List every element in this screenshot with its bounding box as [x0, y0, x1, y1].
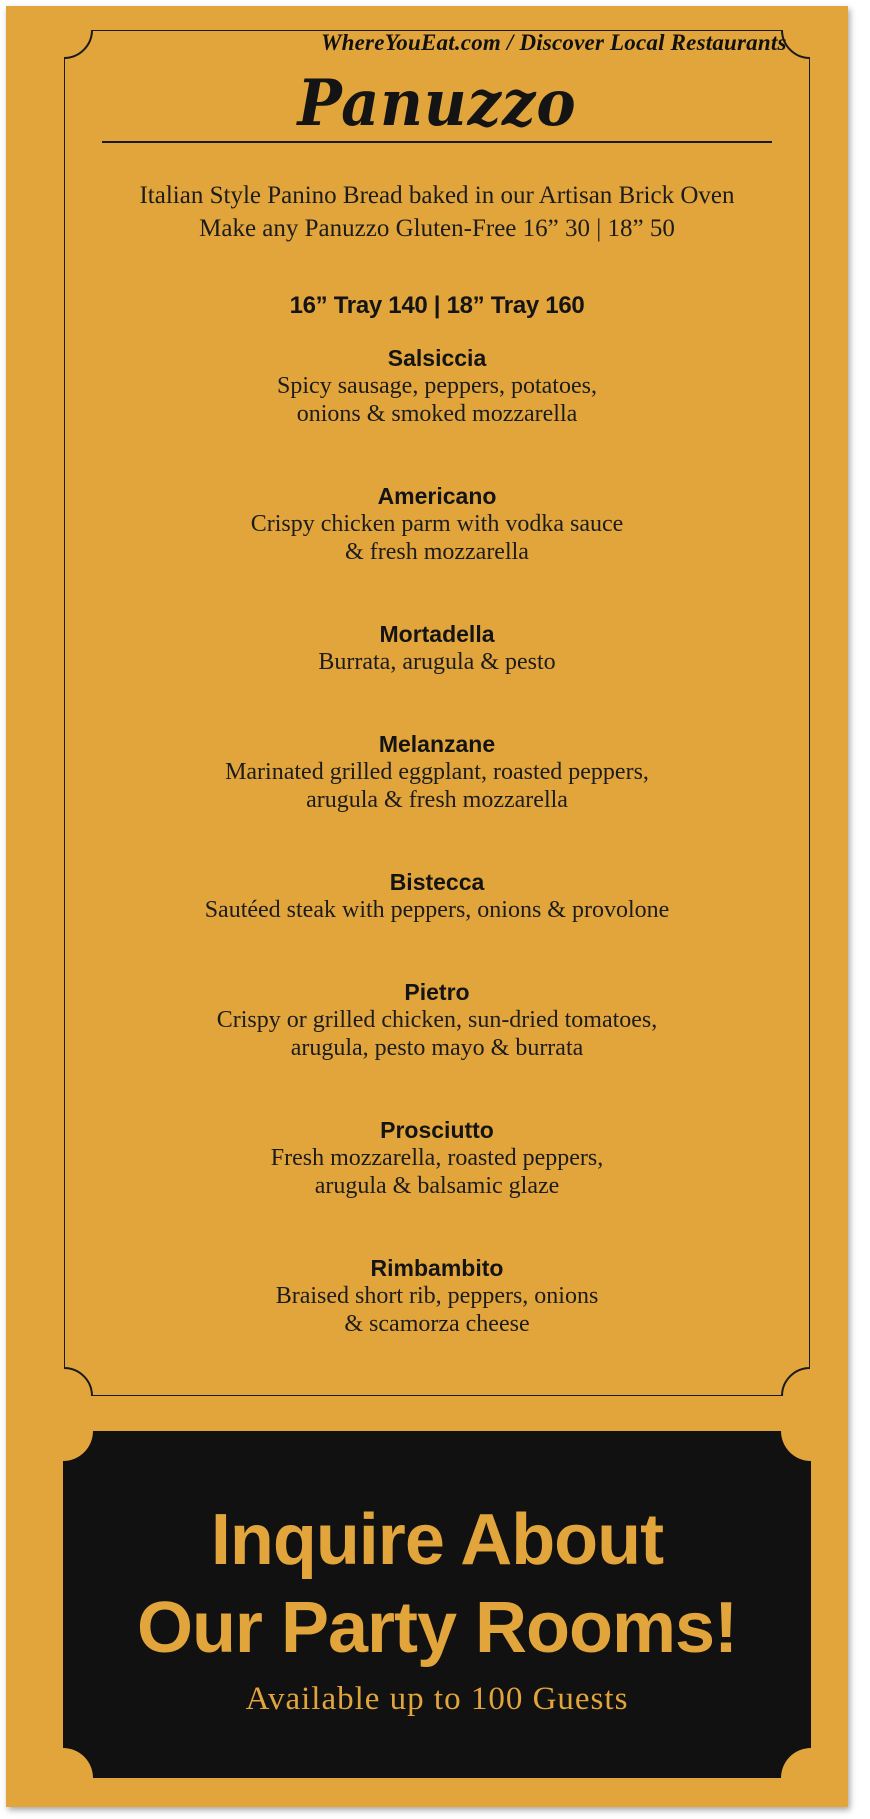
- banner-heading-line-1: Inquire About: [210, 1500, 664, 1580]
- menu-item-desc: arugula & balsamic glaze: [314, 1173, 560, 1199]
- menu-item-desc: & scamorza cheese: [344, 1311, 530, 1337]
- menu-border-frame: [64, 30, 810, 1396]
- tray-prices: 16” Tray 140 | 18” Tray 160: [289, 292, 585, 319]
- menu-item: [64, 978, 810, 1062]
- menu-item-name: Salsiccia: [387, 345, 487, 371]
- menu-item-desc: Crispy or grilled chicken, sun-dried tomatoes,: [216, 1007, 658, 1033]
- menu-item-desc: Marinated grilled eggplant, roasted peppers,: [225, 759, 649, 785]
- menu-item-desc: & fresh mozzarella: [345, 539, 529, 565]
- menu-item-desc: Spicy sausage, peppers, potatoes,: [277, 373, 597, 399]
- banner-heading-line-2: Our Party Rooms!: [136, 1588, 738, 1668]
- menu-item-name: Americano: [377, 483, 497, 509]
- menu-item-desc: Braised short rib, peppers, onions: [275, 1283, 599, 1309]
- intro-line-2: Make any Panuzzo Gluten-Free 16” 30 | 18” 50: [199, 215, 675, 242]
- menu-page: [6, 6, 848, 1807]
- menu-item-name: Mortadella: [379, 621, 495, 647]
- menu-item-desc: Crispy chicken parm with vodka sauce: [250, 511, 624, 537]
- menu-item: [64, 730, 810, 814]
- menu-item-name: Rimbambito: [370, 1255, 504, 1281]
- menu-item-name: Melanzane: [378, 731, 496, 757]
- menu-item-name: Pietro: [404, 979, 470, 1005]
- party-rooms-banner: [63, 1431, 811, 1778]
- page-title: Panuzzo: [297, 66, 577, 141]
- menu-item: [64, 344, 810, 428]
- menu-item-desc: Fresh mozzarella, roasted peppers,: [270, 1145, 604, 1171]
- menu-item-desc: onions & smoked mozzarella: [296, 401, 578, 427]
- menu-item-desc: Burrata, arugula & pesto: [318, 649, 556, 675]
- menu-item: [64, 482, 810, 566]
- menu-item: [64, 1116, 810, 1200]
- menu-item: [64, 620, 810, 676]
- menu-item-name: Bistecca: [389, 869, 485, 895]
- watermark-text: WhereYouEat.com / Discover Local Restaurants: [321, 30, 787, 55]
- menu-item-desc: arugula, pesto mayo & burrata: [290, 1035, 584, 1061]
- menu-item: [64, 868, 810, 924]
- banner-heading: [63, 1496, 811, 1672]
- banner-subtext: Available up to 100 Guests: [245, 1681, 629, 1717]
- intro-line-1: Italian Style Panino Bread baked in our Artisan Brick Oven: [139, 182, 735, 209]
- menu-item: [64, 1254, 810, 1338]
- menu-item-name: Prosciutto: [380, 1117, 494, 1143]
- menu-item-desc: Sautéed steak with peppers, onions & provolone: [204, 897, 670, 923]
- menu-item-desc: arugula & fresh mozzarella: [306, 787, 568, 813]
